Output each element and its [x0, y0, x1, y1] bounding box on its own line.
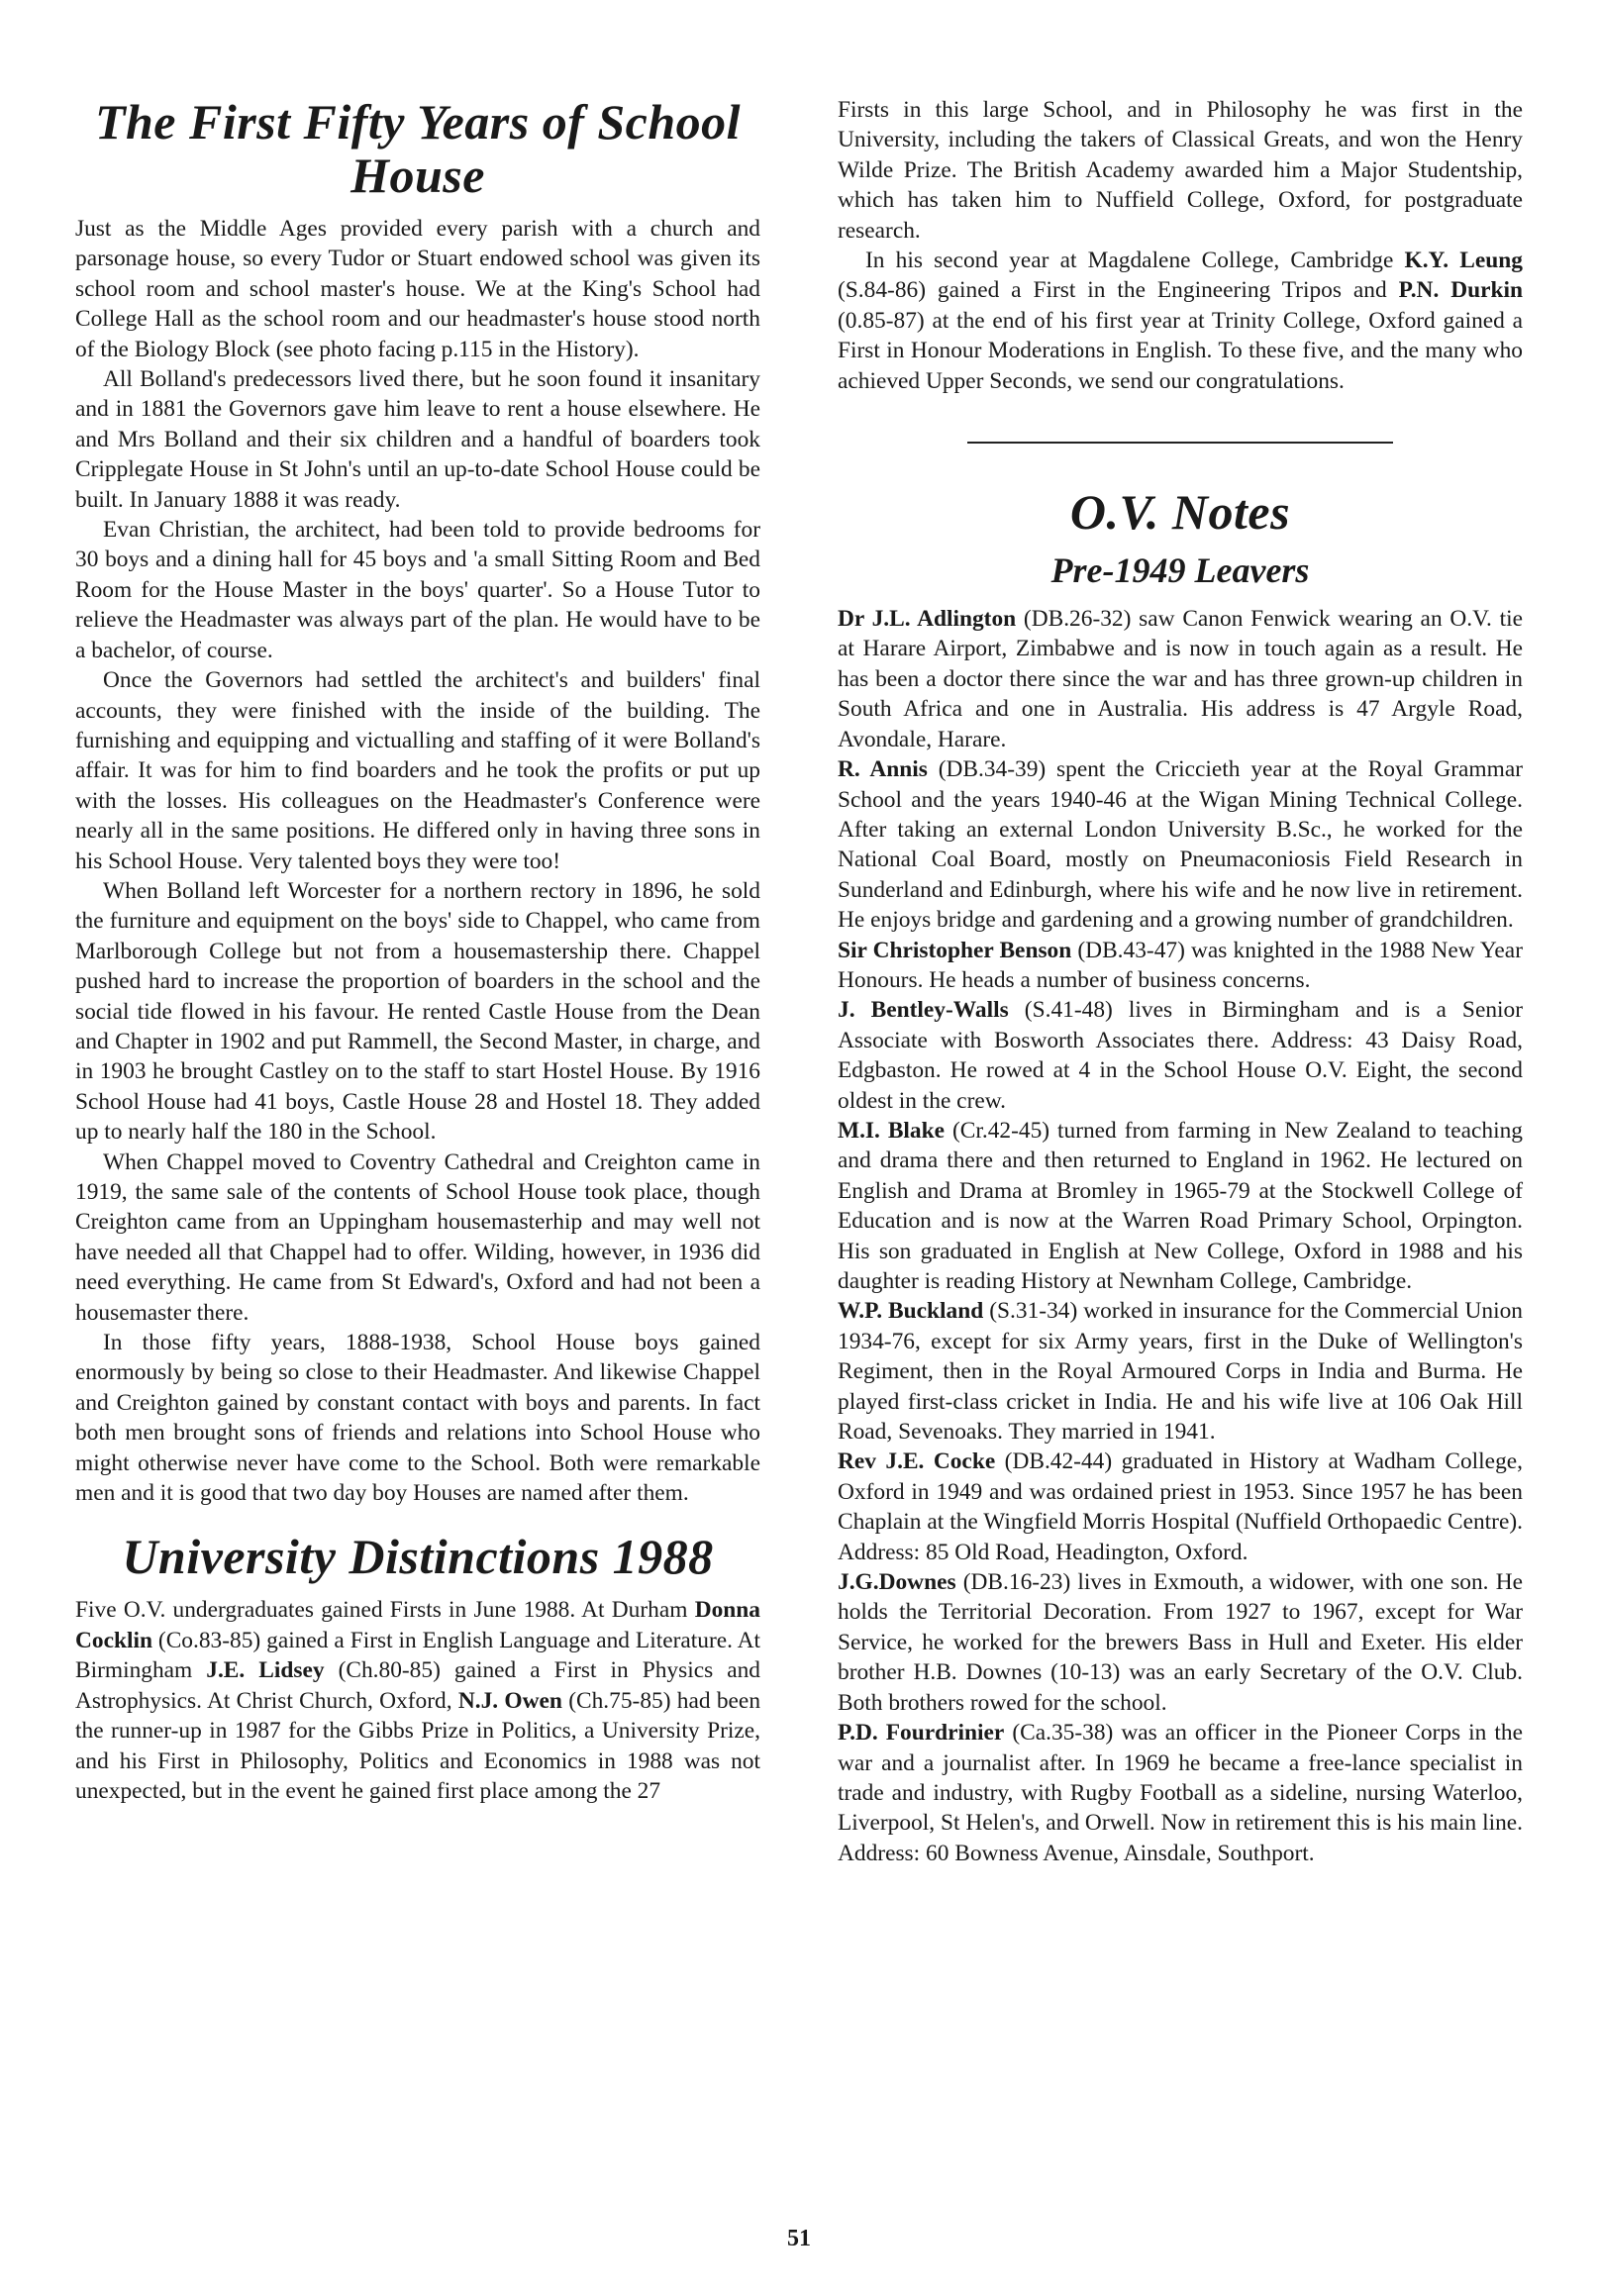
text-run: (Ch.80-85) gained a First in Physics and Astrophysics. At Christ Church, Oxford,	[75, 1657, 760, 1714]
ov-text: (DB.26-32) saw Canon Fenwick wearing an O.V. tie at Harare Airport, Zimbabwe and is now in touch again as a result. He has been a doctor there since the war and has three grown-up children in South Africa and one in Australia. His address is 47 Argyle Road, Avondale, Harare.	[838, 606, 1523, 752]
distinctions-continued-paragraph	[838, 246, 1523, 396]
school-house-paragraph: In those fifty years, 1888-1938, School House boys gained enormously by being so close to their Headmaster. And likewise Chappel and Creighton gained by constant contact with boys and parents. In fact both men brought sons of friends and relations into School House who might otherwise never have come to the School. Both were remarkable men and it is good that two day boy Houses are named after them.	[75, 1330, 760, 1507]
graduate-name: Donna Cocklin	[75, 1597, 760, 1653]
ov-name: J. Bentley-Walls	[838, 997, 1009, 1024]
ov-notes-title: O.V. Notes	[1069, 484, 1291, 541]
ov-note-entry	[838, 1116, 1523, 1296]
ov-note-entry	[838, 1718, 1523, 1868]
ov-text: (Cr.42-45) turned from farming in New Zealand to teaching and drama there and then returned to England in 1962. He lectured on English and Drama at Bromley in 1965-79 at the Stockwell College of Education and is now at the Warren Road Primary School, Orpington. His son graduated in English at New College, Oxford in 1988 and his daughter is reading History at Newnham College, Cambridge.	[838, 1117, 1523, 1294]
ov-note-entry	[838, 1296, 1523, 1447]
text-run: (S.84-86) gained a First in the Engineering Tripos and	[838, 277, 1399, 304]
school-house-paragraph: Just as the Middle Ages provided every parish with a church and parsonage house, so every Tudor or Stuart endowed school was given its school room and school master's house. We at the King's School had College Hall as the school room and our headmaster's house stood north of the Biology Block (see photo facing p.115 in the History).	[75, 216, 760, 362]
graduate-name: N.J. Owen	[457, 1687, 562, 1714]
graduate-name: K.Y. Leung	[1404, 248, 1523, 274]
school-house-paragraph: Evan Christian, the architect, had been told to provide bedrooms for 30 boys and a dining hall for 45 boys and 'a small Sitting Room and Bed Room for the House Master in the boys' quarter'. So a House Tutor to relieve the Headmaster was always part of the plan. He would have to be a bachelor, of course.	[75, 517, 760, 663]
section-gap	[75, 1508, 760, 1530]
text-run: (Ch.75-85) had been the runner-up in 1987 for the Gibbs Prize in Politics, a University Prize, and his First in Philosophy, Politics and Economics in 1988 was not unexpected, but in the event he gained first place among the 27	[75, 1687, 761, 1804]
ov-note-entry	[838, 754, 1523, 935]
ov-text: (DB.42-44) graduated in History at Wadham College, Oxford in 1949 and was ordained priest in 1953. Since 1957 he has been Chaplain at the Wingfield Morris Hospital (Nuffield Orthopaedic Centre). Address: 85 Old Road, Headington, Oxford.	[838, 1448, 1523, 1565]
text-run: Five O.V. undergraduates gained Firsts in June 1988. At Durham	[75, 1597, 695, 1624]
ov-text: (DB.43-47) was knighted in the 1988 New Year Honours. He heads a number of business concerns.	[838, 937, 1523, 993]
ov-notes-subtitle: Pre-1949 Leavers	[1050, 550, 1310, 591]
ov-text: (S.31-34) worked in insurance for the Commercial Union 1934-76, except for six Army years, first in the Duke of Wellington's Regiment, then in the Royal Armoured Corps in India and Burma. He played first-class cricket in India. He and his wife live at 106 Oak Hill Road, Sevenoaks. They married in 1941.	[838, 1298, 1524, 1446]
text-run: In his second year at Magdalene College, Cambridge	[865, 248, 1405, 274]
distinctions-continued-paragraph: Firsts in this large School, and in Philosophy he was first in the University, including the takers of Classical Greats, and won the Henry Wilde Prize. The British Academy awarded him a Major Studentship, which has taken him to Nuffield College, Oxford, for postgraduate research.	[838, 97, 1523, 244]
ov-text: (DB.16-23) lives in Exmouth, a widower, with one son. He holds the Territorial Decoration. From 1927 to 1967, except for War Service, he worked for the brewers Bass in Hull and Exeter. His elder brother H.B. Downes (10-13) was an early Secretary of the O.V. Club. Both brothers rowed for the school.	[838, 1569, 1523, 1716]
ov-text: (Ca.35-38) was an officer in the Pioneer Corps in the war and a journalist after. In 1969 he became a free-lance specialist in trade and industry, with Rugby Football as a sideline, nursing Waterloo, Liverpool, St Helen's, and Orwell. Now in retirement this is his main line. Address: 60 Bowness Avenue, Ainsdale, Southport.	[838, 1720, 1523, 1866]
ov-note-entry	[838, 1567, 1523, 1718]
ov-name: Rev J.E. Cocke	[838, 1448, 996, 1475]
ov-text: (DB.34-39) spent the Criccieth year at the Royal Grammar School and the years 1940-46 at the Wigan Mining Technical College. After taking an external London University B.Sc., he worked for the National Coal Board, mostly on Pneumaconiosis Field Research in Sunderland and Edinburgh, where his wife and he now live in retirement. He enjoys bridge and gardening and a growing number of grandchildren.	[838, 756, 1523, 934]
ov-note-entry	[838, 995, 1523, 1116]
ov-name: W.P. Buckland	[838, 1298, 984, 1325]
left-column	[75, 95, 760, 1806]
right-column	[838, 95, 1523, 1868]
ov-text: (S.41-48) lives in Birmingham and is a Senior Associate with Bosworth Associates there. Address: 43 Daisy Road, Edgbaston. He rowed at 4 in the School House O.V. Eight, the second oldest in the crew.	[838, 997, 1523, 1114]
ov-note-entry	[838, 936, 1523, 996]
section-divider	[967, 442, 1393, 444]
ov-name: Sir Christopher Benson	[838, 937, 1072, 963]
graduate-name: P.N. Durkin	[1398, 277, 1524, 304]
ov-note-entry	[838, 1447, 1523, 1567]
ov-name: R. Annis	[838, 756, 928, 783]
school-house-paragraph: All Bolland's predecessors lived there, but he soon found it insanitary and in 1881 the Governors gave him leave to rent a house elsewhere. He and Mrs Bolland and their six children and a handful of boarders took Cripplegate House in St John's until an up-to-date School House could be built. In January 1888 it was ready.	[75, 366, 760, 513]
text-run: (Co.83-85) gained a First in English Language and Literature. At Birmingham	[75, 1627, 760, 1684]
ov-name: P.D. Fourdrinier	[838, 1720, 1005, 1747]
graduate-name: J.E. Lidsey	[206, 1657, 325, 1684]
page-number: 51	[787, 2226, 811, 2251]
distinctions-title: University Distinctions 1988	[122, 1529, 714, 1585]
ov-name: Dr J.L. Adlington	[838, 606, 1017, 633]
ov-name: M.I. Blake	[838, 1117, 946, 1144]
ov-note-entry	[838, 604, 1523, 754]
text-run: (0.85-87) at the end of his first year at Trinity College, Oxford gained a First in Honour Moderations in English. To these five, and the many who achieved Upper Seconds, we send our congratulations.	[838, 307, 1523, 394]
school-house-title: The First Fifty Years of School House	[94, 94, 742, 203]
school-house-paragraph: Once the Governors had settled the architect's and builders' final accounts, they were finished with the inside of the building. The furnishing and equipping and victualling and staffing of it were Bolland's affair. It was for him to find boarders and he took the profits or put up with the losses. His colleagues on the Headmaster's Conference were nearly all in the same positions. He differed only in having three sons in his School House. Very talented boys they were too!	[75, 667, 760, 874]
school-house-paragraph: When Bolland left Worcester for a northern rectory in 1896, he sold the furniture and equipment on the boys' side to Chappel, who came from Marlborough College but not from a housemastership there. Chappel pushed hard to increase the proportion of boarders in the school and the social tide flowed in his favour. He rented Castle House from the Dean and Chapter in 1902 and put Rammell, the Second Master, in charge, and in 1903 he brought Castley on to the staff to start Hostel House. By 1916 School House had 41 boys, Castle House 28 and Hostel 18. They added up to nearly half the 180 in the School.	[75, 877, 760, 1146]
school-house-paragraph: When Chappel moved to Coventry Cathedral and Creighton came in 1919, the same sale of the contents of School House took place, though Creighton came from an Uppingham housemasterhip and may well not have needed all that Chappel had to offer. Wilding, however, in 1936 did need everything. He came from St Edward's, Oxford and had not been a housemaster there.	[75, 1148, 760, 1326]
ov-name: J.G.Downes	[838, 1569, 956, 1596]
distinctions-paragraph	[75, 1595, 760, 1806]
